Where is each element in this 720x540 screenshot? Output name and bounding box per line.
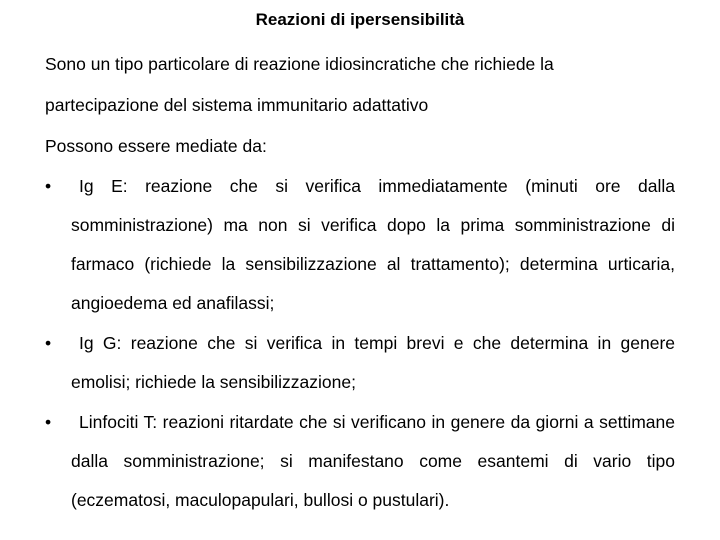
- list-item-text: [71, 167, 675, 323]
- list-item-text: [71, 403, 675, 520]
- term-label: Ig E: [79, 176, 123, 196]
- intro-text: [45, 44, 675, 167]
- term-label: Linfociti T: [79, 412, 153, 432]
- bullet-icon: •: [45, 412, 52, 432]
- bullet-icon: •: [45, 333, 52, 353]
- list-item-igg: [45, 324, 675, 402]
- mediator-list: [45, 167, 675, 520]
- term-description: : reazioni ritardate che si verificano in genere da giorni a settimane dalla somministrazione; si manifestano come esantemi di vario tipo (eczematosi, maculopapulari, bullosi o pustulari).: [71, 412, 676, 510]
- intro-line: Sono un tipo particolare di reazione idiosincratiche che richiede la: [45, 54, 554, 74]
- list-item-text: [71, 324, 675, 402]
- slide-title: Reazioni di ipersensibilità: [255, 10, 465, 29]
- list-item-linfociti-t: [45, 403, 675, 520]
- term-label: Ig G: [79, 333, 117, 353]
- term-description: : reazione che si verifica in tempi brevi e che determina in genere emolisi; richiede la sensibilizzazione;: [71, 333, 675, 392]
- bullet-icon: •: [45, 176, 52, 196]
- intro-line: partecipazione del sistema immunitario adattativo: [45, 95, 429, 115]
- term-description: : reazione che si verifica immediatamente (minuti ore dalla somministrazione) ma non si verifica dopo la prima somministrazione di farmaco (richiede la sensibilizzazione al trattamento); determina urticaria, angioedema ed anafilassi;: [71, 176, 675, 313]
- intro-line: Possono essere mediate da:: [45, 136, 267, 156]
- list-item-ige: [45, 167, 675, 323]
